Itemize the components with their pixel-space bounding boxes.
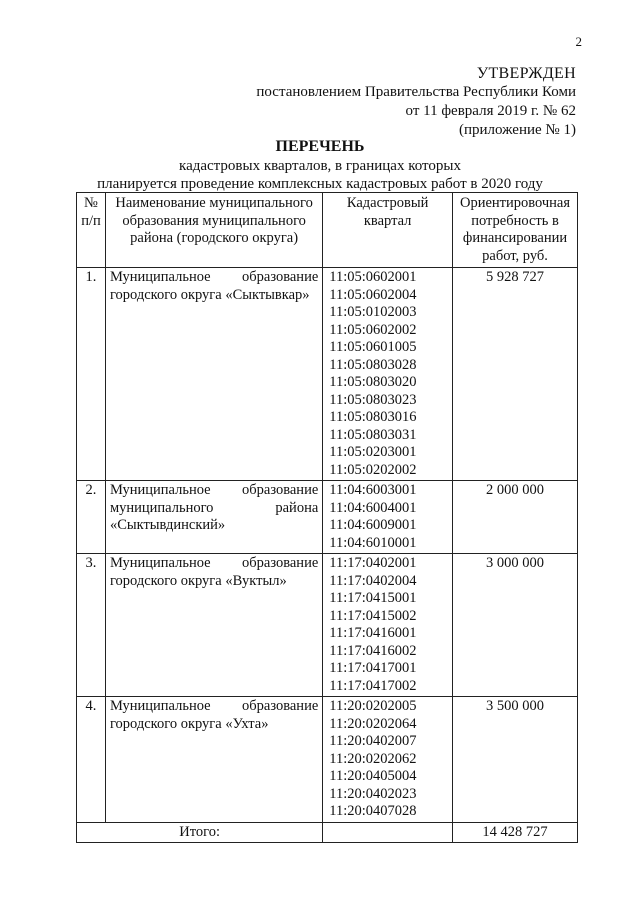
- cadastral-quarter: 11:20:0405004: [329, 768, 417, 784]
- cadastral-quarter: 11:05:0602001: [329, 269, 417, 285]
- cadastral-quarter: 11:05:0803016: [329, 409, 417, 425]
- document-subtitle: [0, 157, 640, 193]
- approval-line-1: постановлением Правительства Республики Коми: [256, 84, 576, 100]
- approval-heading: УТВЕРЖДЕН: [476, 65, 576, 82]
- total-row: [77, 822, 578, 843]
- cadastral-quarter: 11:05:0803028: [329, 356, 417, 373]
- cadastral-quarter: 11:04:6003001: [329, 482, 417, 498]
- cadastral-quarter: 11:05:0803020: [329, 374, 417, 390]
- cadastral-quarter: 11:17:0417001: [329, 660, 417, 676]
- table-body: [77, 268, 578, 823]
- subtitle-line-1: кадастровых кварталов, в границах которых: [179, 158, 461, 174]
- cadastral-quarter: 11:20:0202062: [329, 750, 417, 767]
- financing-amount: 3 000 000: [453, 554, 578, 697]
- page-number: 2: [575, 34, 582, 49]
- cadastral-quarter: 11:20:0202005: [329, 698, 417, 714]
- cadastral-quarter: 11:05:0803031: [329, 426, 417, 443]
- cadastral-quarters-cell: [323, 268, 453, 481]
- row-number: 1.: [77, 268, 106, 481]
- row-number: 3.: [77, 554, 106, 697]
- cadastral-quarter: 11:04:6004001: [329, 499, 417, 516]
- municipality-name: Муниципальное образование городского округа «Вуктыл»: [105, 554, 322, 697]
- cadastral-quarter: 11:20:0407028: [329, 803, 417, 819]
- municipality-name: Муниципальное образование городского округа «Сыктывкар»: [105, 268, 322, 481]
- cadastral-quarter: 11:05:0602004: [329, 286, 417, 303]
- cadastral-quarter: 11:05:0203001: [329, 444, 417, 460]
- table-header-row: [77, 193, 578, 268]
- total-empty-cell: [323, 822, 453, 843]
- header-municipality: Наименование муниципального образования муниципального района (городского округа): [105, 193, 322, 268]
- cadastral-quarter: 11:05:0202002: [329, 461, 417, 478]
- financing-amount: 2 000 000: [453, 481, 578, 554]
- financing-amount: 5 928 727: [453, 268, 578, 481]
- subtitle-line-2: планируется проведение комплексных кадастровых работ в 2020 году: [97, 176, 543, 192]
- cadastral-quarters-table: [76, 192, 578, 843]
- financing-amount: 3 500 000: [453, 697, 578, 823]
- cadastral-quarters-cell: [323, 481, 453, 554]
- cadastral-quarter: 11:20:0202064: [329, 715, 417, 732]
- table-row: [77, 481, 578, 554]
- table-row: [77, 268, 578, 481]
- cadastral-quarter: 11:17:0415002: [329, 607, 417, 624]
- cadastral-quarter: 11:20:0402023: [329, 785, 417, 802]
- cadastral-quarter: 11:20:0402007: [329, 733, 417, 749]
- table-row: [77, 697, 578, 823]
- municipality-name: Муниципальное образование городского округа «Ухта»: [105, 697, 322, 823]
- total-amount: 14 428 727: [453, 822, 578, 843]
- cadastral-quarter: 11:05:0601005: [329, 339, 417, 355]
- header-number: № п/п: [77, 193, 106, 268]
- cadastral-quarter: 11:04:6010001: [329, 534, 417, 551]
- cadastral-quarter: 11:17:0416002: [329, 642, 417, 659]
- approval-line-3: (приложение № 1): [458, 122, 576, 138]
- municipality-name: Муниципальное образование муниципального района «Сыктывдинский»: [105, 481, 322, 554]
- cadastral-quarter: 11:17:0415001: [329, 590, 417, 606]
- table-row: [77, 554, 578, 697]
- cadastral-quarter: 11:17:0417002: [329, 677, 417, 694]
- row-number: 4.: [77, 697, 106, 823]
- total-label: Итого:: [77, 822, 323, 843]
- header-financing: Ориентировочная потребность в финансировании работ, руб.: [453, 193, 578, 268]
- document-title: ПЕРЕЧЕНЬ: [275, 138, 365, 155]
- cadastral-quarter: 11:17:0416001: [329, 625, 417, 641]
- approval-line-2: от 11 февраля 2019 г. № 62: [405, 103, 576, 119]
- header-cadastral-quarter: Кадастровый квартал: [323, 193, 453, 268]
- cadastral-quarter: 11:05:0102003: [329, 304, 417, 320]
- cadastral-quarter: 11:05:0602002: [329, 321, 417, 338]
- row-number: 2.: [77, 481, 106, 554]
- cadastral-quarter: 11:17:0402004: [329, 572, 417, 589]
- approval-block: [256, 64, 576, 140]
- cadastral-quarter: 11:04:6009001: [329, 517, 417, 533]
- cadastral-quarter: 11:17:0402001: [329, 555, 417, 571]
- cadastral-quarters-cell: [323, 554, 453, 697]
- cadastral-quarters-cell: [323, 697, 453, 823]
- cadastral-quarter: 11:05:0803023: [329, 391, 417, 408]
